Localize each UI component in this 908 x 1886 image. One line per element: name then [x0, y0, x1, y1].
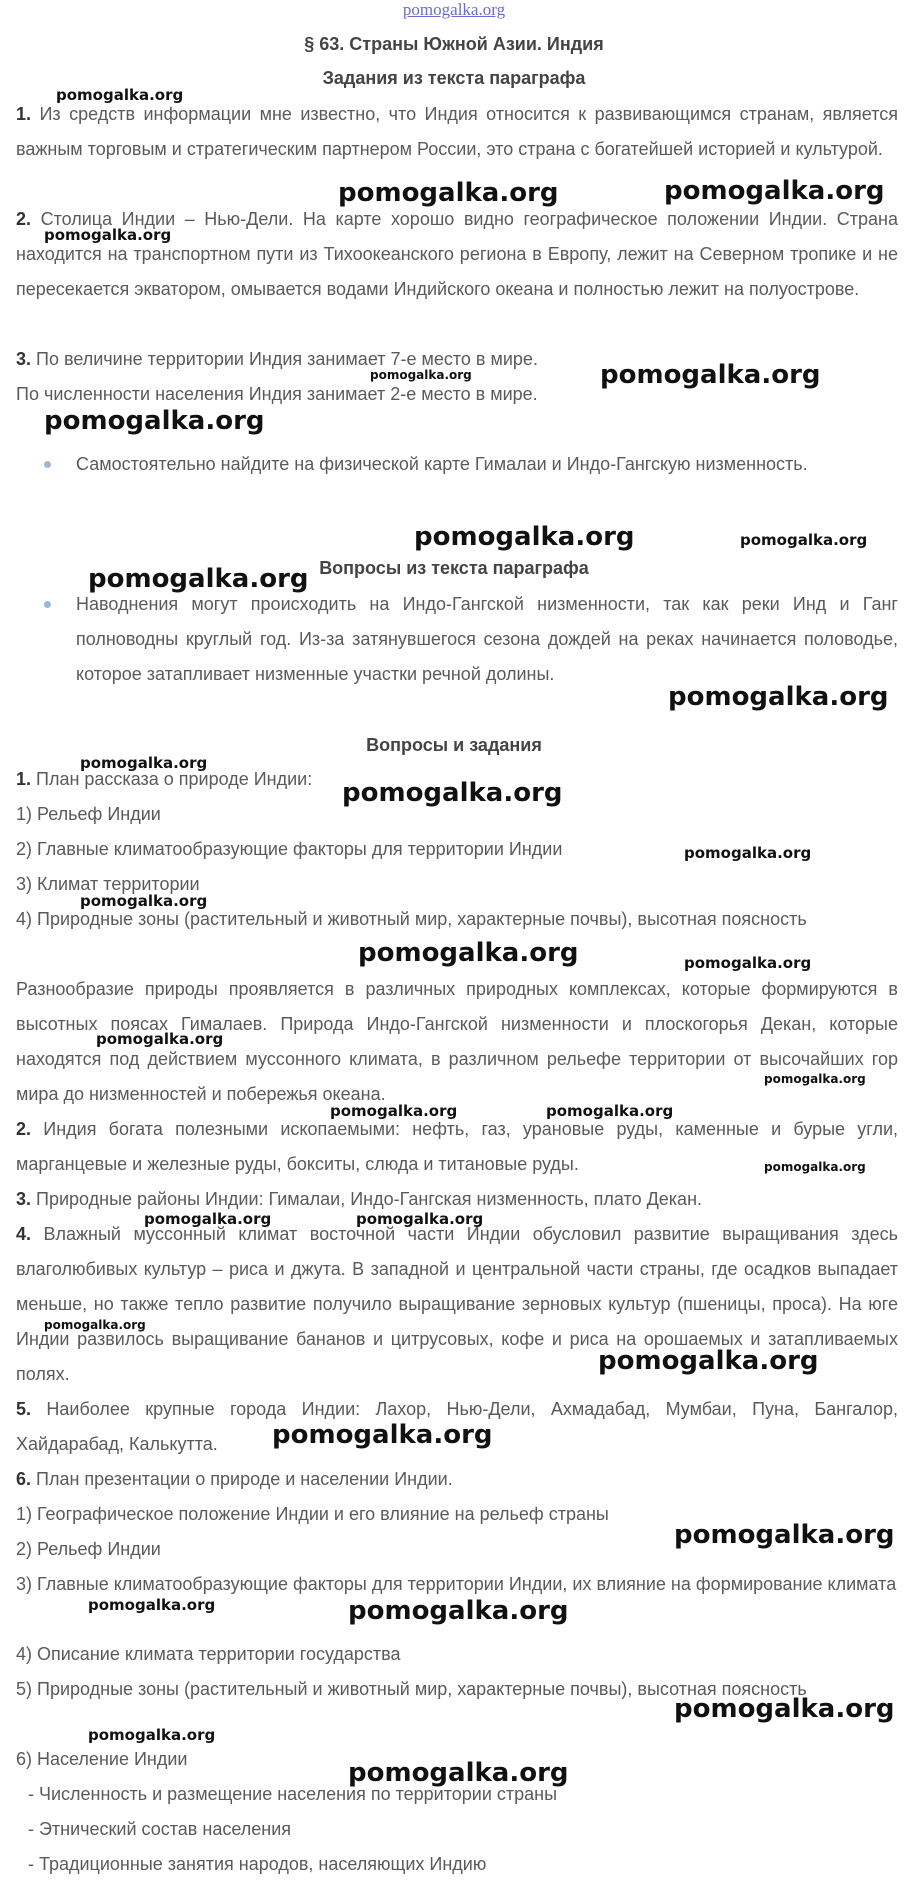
- watermark: pomogalka.org: [348, 1596, 569, 1626]
- watermark: pomogalka.org: [80, 892, 208, 910]
- section-heading-tasks: Задания из текста параграфа: [322, 68, 586, 88]
- plan-subitem: - Традиционные занятия народов, населяющих Индию: [28, 1854, 487, 1874]
- watermark: pomogalka.org: [546, 1102, 674, 1120]
- plan-item: 4) Описание климата территории государства: [16, 1644, 401, 1664]
- task-3-population: По численности населения Индия занимает 2-е место в мире.: [16, 384, 538, 404]
- plan-item: 6) Население Индии: [16, 1749, 188, 1769]
- watermark: pomogalka.org: [414, 522, 635, 552]
- watermark: pomogalka.org: [764, 1072, 866, 1086]
- qa-3: 3. Природные районы Индии: Гималаи, Индо-Гангская низменность, плато Декан.: [16, 1189, 703, 1209]
- watermark: pomogalka.org: [44, 226, 172, 244]
- diversity-paragraph: Разнообразие природы проявляется в различных природных комплексах, которые формируются в высотных поясах Гималаев. Природа Индо-Гангской низменности и плоскогорья Декан, которые находятся под действием муссонного климата, в различном рельефе территории от высочайших гор мира до низменностей и побережья океана.: [16, 979, 898, 1104]
- watermark: pomogalka.org: [764, 1160, 866, 1174]
- plan-item: 4) Природные зоны (растительный и животный мир, характерные почвы), высотная поясность: [16, 909, 807, 929]
- watermark: pomogalka.org: [88, 564, 309, 594]
- watermark: pomogalka.org: [348, 1758, 569, 1788]
- watermark: pomogalka.org: [342, 778, 563, 808]
- qa-5: 5. Наиболее крупные города Индии: Лахор, Нью-Дели, Ахмадабад, Мумбаи, Пуна, Бангалор, Хайдарабад, Калькутта.: [16, 1399, 898, 1454]
- watermark: pomogalka.org: [88, 1726, 216, 1744]
- watermark: pomogalka.org: [56, 86, 184, 104]
- plan-item: 1) Рельеф Индии: [16, 804, 161, 824]
- watermark: pomogalka.org: [370, 368, 472, 382]
- watermark: pomogalka.org: [272, 1420, 493, 1450]
- qa-6: 6. План презентации о природе и населении Индии.: [16, 1469, 453, 1489]
- watermark: pomogalka.org: [598, 1346, 819, 1376]
- qa-2: 2. Индия богата полезными ископаемыми: нефть, газ, урановые руды, каменные и бурые угли, марганцевые и железные руды, бокситы, слюда и титановые руды.: [16, 1119, 898, 1174]
- bullet-dot: [44, 461, 51, 468]
- watermark: pomogalka.org: [684, 954, 812, 972]
- qa-1: 1. План рассказа о природе Индии:: [16, 769, 313, 789]
- watermark: pomogalka.org: [144, 1210, 272, 1228]
- watermark: pomogalka.org: [674, 1520, 895, 1550]
- task-1: 1. Из средств информации мне известно, что Индия относится к развивающимся странам, является важным торговым и стратегическим партнером России, это страна с богатейшей историей и культурой.: [16, 104, 898, 159]
- plan-item: 5) Природные зоны (растительный и животный мир, характерные почвы), высотная поясность: [16, 1679, 807, 1699]
- plan-subitem: - Этнический состав населения: [28, 1819, 291, 1839]
- bullet-item: Самостоятельно найдите на физической карте Гималаи и Индо-Гангскую низменность.: [44, 447, 898, 482]
- plan-item: 2) Главные климатообразующие факторы для территории Индии: [16, 839, 563, 859]
- section-heading-qa: Вопросы и задания: [366, 735, 542, 755]
- watermark: pomogalka.org: [44, 1318, 146, 1332]
- plan-subitem: - Численность и размещение населения по территории страны: [28, 1784, 558, 1804]
- watermark: pomogalka.org: [668, 682, 889, 712]
- watermark: pomogalka.org: [684, 844, 812, 862]
- watermark: pomogalka.org: [80, 754, 208, 772]
- qa-4: 4. Влажный муссонный климат восточной части Индии обусловил развитие выращивания здесь влаголюбивых культур – риса и джута. В западной и центральной части страны, где осадков выпадает меньше, но также тепло развитие получило выращивание зерновых культур (пшеницы, проса). На юге Индии развилось выращивание бананов и цитрусовых, кофе и риса на орошаемых и затапливаемых полях.: [16, 1224, 898, 1384]
- watermark: pomogalka.org: [330, 1102, 458, 1120]
- plan-item: 3) Главные климатообразующие факторы для территории Индии, их влияние на формирование климата: [16, 1574, 897, 1594]
- plan-item: 3) Климат территории: [16, 874, 200, 894]
- plan-item: 1) Географическое положение Индии и его влияние на рельеф страны: [16, 1504, 609, 1524]
- bullet-item: Наводнения могут происходить на Индо-Гангской низменности, так как реки Инд и Ганг полноводны круглый год. Из-за затянувшегося сезона дождей на реках начинается половодье, которое затапливает низменные участки речной долины.: [44, 587, 898, 692]
- watermark: pomogalka.org: [358, 938, 579, 968]
- watermark: pomogalka.org: [88, 1596, 216, 1614]
- watermark: pomogalka.org: [664, 176, 885, 206]
- site-link[interactable]: pomogalka.org: [402, 0, 506, 19]
- task-2: 2. Столица Индии – Нью-Дели. На карте хорошо видно географическое положении Индии. Страна находится на транспортном пути из Тихоокеанского региона в Европу, лежит на Северном тропике и не пересекается экватором, омывается водами Индийского океана и полностью лежит на полуострове.: [16, 209, 898, 299]
- page-title: § 63. Страны Южной Азии. Индия: [304, 34, 604, 54]
- watermark: pomogalka.org: [44, 406, 265, 436]
- watermark: pomogalka.org: [740, 531, 868, 549]
- watermark: pomogalka.org: [674, 1694, 895, 1724]
- plan-item: 2) Рельеф Индии: [16, 1539, 161, 1559]
- watermark: pomogalka.org: [600, 360, 821, 390]
- section-heading-questions: Вопросы из текста параграфа: [319, 558, 589, 578]
- watermark: pomogalka.org: [96, 1030, 224, 1048]
- bullet-dot: [44, 601, 51, 608]
- watermark: pomogalka.org: [356, 1210, 484, 1228]
- task-3: 3. По величине территории Индия занимает 7-е место в мире.: [16, 349, 538, 369]
- watermark: pomogalka.org: [338, 178, 559, 208]
